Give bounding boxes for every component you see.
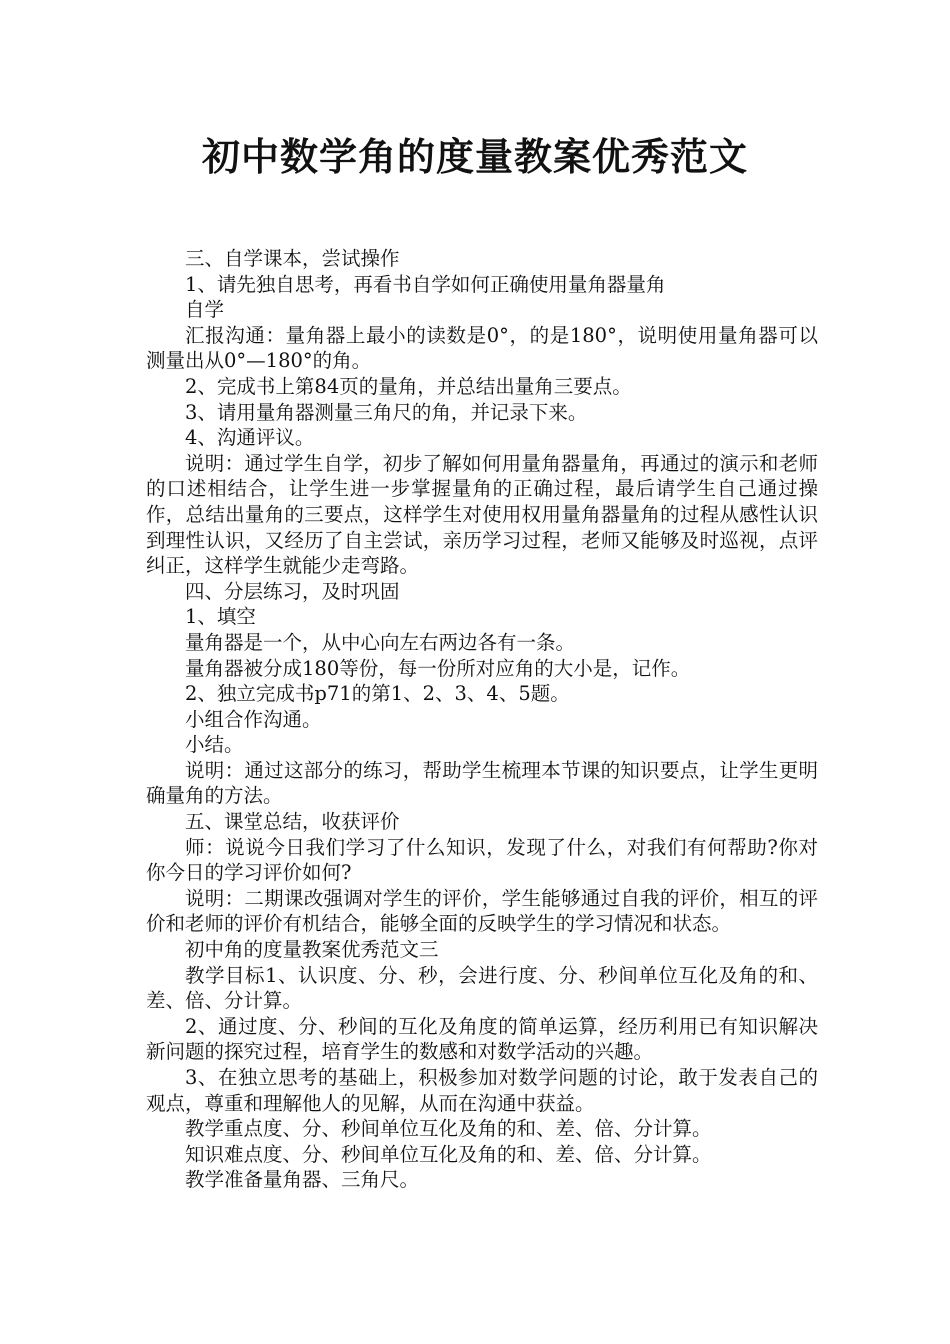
paragraph: 4、沟通评议。 — [185, 426, 315, 450]
paragraph: 3、在独立思考的基础上，积极参加对数学问题的讨论，敢于发表自己的观点，尊重和理解他人的见解，从而在沟通中获益。 — [146, 1066, 818, 1115]
paragraph: 教学目标1、认识度、分、秒，会进行度、分、秒间单位互化及角的和、差、倍、分计算。 — [146, 963, 818, 1013]
paragraph: 教学准备量角器、三角尺。 — [185, 1168, 420, 1192]
paragraph: 三、自学课本，尝试操作 — [185, 247, 400, 270]
paragraph: 小结。 — [185, 733, 244, 757]
paragraph: 五、课堂总结，收获评价 — [185, 810, 400, 834]
paragraph: 教学重点度、分、秒间单位互化及角的和、差、倍、分计算。 — [185, 1117, 712, 1141]
paragraph: 师：说说今日我们学习了什么知识，发现了什么，对我们有何帮助?你对你今日的学习评价如何? — [146, 835, 818, 885]
document-title: 初中数学角的度量教案优秀范文 — [201, 135, 748, 179]
paragraph: 小组合作沟通。 — [185, 707, 322, 731]
paragraph: 初中角的度量教案优秀范文三 — [185, 938, 439, 962]
paragraph: 四、分层练习，及时巩固 — [185, 579, 400, 603]
paragraph: 说明：通过学生自学，初步了解如何用量角器量角，再通过的演示和老师的口述相结合，让学生进一步掌握量角的正确过程，最后请学生自己通过操作，总结出量角的三要点，这样学生对使用权用量角器量角的过程从感性认识到理性认识，又经历了自主尝试，亲历学习过程，老师又能够及时巡视，点评纠正，这样学生就能少走弯路。 — [146, 451, 818, 578]
paragraph: 2、完成书上第84页的量角，并总结出量角三要点。 — [185, 374, 632, 398]
paragraph: 3、请用量角器测量三角尺的角，并记录下来。 — [185, 400, 588, 424]
document-body — [146, 246, 818, 1193]
paragraph: 2、独立完成书p71的第1、2、3、4、5题。 — [185, 682, 570, 706]
paragraph: 1、填空 — [185, 605, 256, 629]
paragraph: 说明：二期课改强调对学生的评价，学生能够通过自我的评价，相互的评价和老师的评价有机结合，能够全面的反映学生的学习情况和状态。 — [146, 886, 818, 936]
paragraph: 量角器是一个，从中心向左右两边各有一条。 — [185, 630, 576, 654]
paragraph: 说明：通过这部分的练习，帮助学生梳理本节课的知识要点，让学生更明确量角的方法。 — [146, 758, 818, 808]
paragraph: 自学 — [185, 298, 225, 322]
paragraph: 量角器被分成180等份，每一份所对应角的大小是，记作。 — [185, 656, 691, 680]
paragraph: 汇报沟通：量角器上最小的读数是0°，的是180°，说明使用量角器可以测量出从0°—180°的角。 — [146, 323, 818, 373]
paragraph: 知识难点度、分、秒间单位互化及角的和、差、倍、分计算。 — [185, 1142, 712, 1166]
paragraph: 1、请先独自思考，再看书自学如何正确使用量角器量角 — [185, 272, 666, 296]
paragraph: 2、通过度、分、秒间的互化及角度的简单运算，经历利用已有知识解决新问题的探究过程，培育学生的数感和对数学活动的兴趣。 — [146, 1014, 818, 1064]
